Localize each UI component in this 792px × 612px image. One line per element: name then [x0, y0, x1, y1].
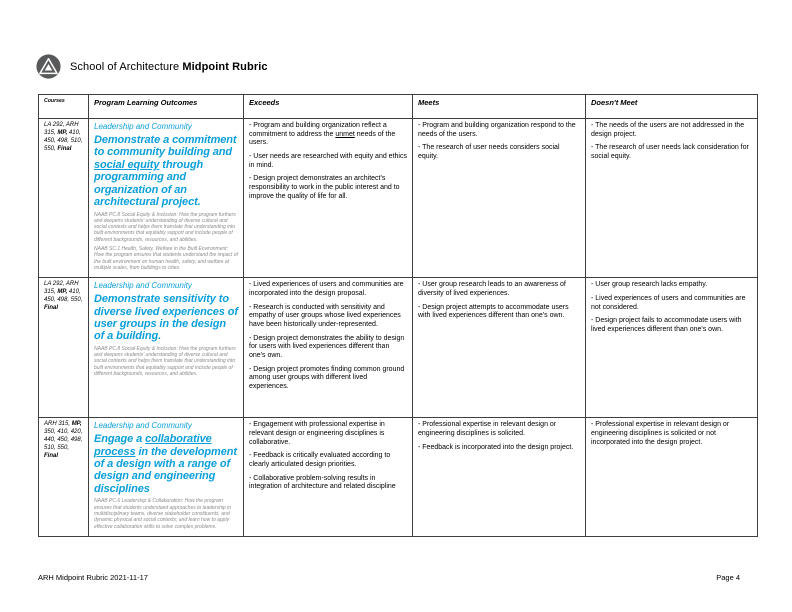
criterion-bullet [249, 153, 407, 170]
doesnt-meet-cell [586, 119, 758, 278]
rubric-row [39, 418, 758, 537]
rubric-table-body [39, 119, 758, 537]
outcome-cell [89, 278, 244, 418]
meets-cell [413, 119, 586, 278]
outcome-heading [94, 433, 238, 495]
outcome-cell [89, 119, 244, 278]
naab-notes [94, 498, 238, 529]
text-segment: - User group research lacks empathy. [591, 281, 708, 289]
naab-criterion-note: NAAB PC.6 Leadership & Collaboration: How the program ensures that students understand approaches to leadership in multidisciplinary teams, diverse stakeholder constituents, and dynamic physical and social contexts; and learn how to apply effective collaboration skills to solve complex problems. [94, 498, 232, 530]
table-header-row [39, 95, 758, 119]
text-segment: Final [44, 452, 59, 459]
text-segment: - Lived experiences of users and communities are not considered. [591, 294, 746, 311]
exceeds-cell [244, 418, 413, 537]
criterion-bullet [418, 421, 580, 438]
rubric-row [39, 119, 758, 278]
text-segment: - Professional expertise in relevant design or engineering disciplines is solicited. [418, 421, 557, 437]
text-segment: - Design project demonstrates the ability to design for users with lived experiences different than one's own. [249, 334, 405, 359]
school-logo-icon [36, 54, 61, 79]
criterion-bullet [249, 366, 407, 392]
text-segment: 410, 450, 498, 550, [44, 289, 83, 304]
text-segment: - User group research leads to an awareness of diversity of lived experiences. [418, 281, 566, 297]
criterion-bullet [591, 144, 752, 161]
criterion-bullet [249, 452, 407, 469]
document-title: Midpoint Rubric [182, 60, 268, 73]
courses-cell [39, 119, 89, 278]
text-segment: needs of the users. [249, 130, 396, 147]
text-segment: - Professional expertise in relevant design or engineering disciplines is solicited or not incorporated into the design project. [591, 421, 730, 446]
document-header [36, 54, 268, 79]
doesnt-meet-cell [586, 278, 758, 418]
text-segment: - Collaborative problem-solving results in integration of architecture and related discipline [249, 474, 396, 491]
text-segment: - Feedback is critically evaluated according to clearly articulated design priorities. [249, 452, 391, 468]
text-segment: Demonstrate sensitivity to diverse lived experiences of user groups in the design of a building. [94, 293, 238, 343]
footer-document-id: ARH Midpoint Rubric 2021-11-17 [38, 573, 148, 582]
outcome-cell [89, 418, 244, 537]
criterion-bullet [418, 144, 580, 161]
criterion-bullet [418, 444, 580, 453]
meets-cell [413, 418, 586, 537]
text-segment: - Research is conducted with sensitivity and empathy of user groups whose lived experiences have been historically under-represented. [249, 303, 401, 328]
text-segment: - Design project demonstrates an architect's responsibility to work in the public interest and to improve the quality of life for all. [249, 175, 400, 200]
text-segment: MP, [71, 421, 82, 428]
page-title [70, 61, 268, 73]
courses-cell [39, 418, 89, 537]
school-name: School of Architecture [70, 60, 180, 73]
text-segment: - The research of user needs lack consideration for social equity. [591, 144, 749, 161]
category-label: Leadership and Community [94, 122, 192, 131]
text-segment: in the development of a design with a range of design and engineering disciplines [94, 445, 237, 495]
text-segment: Final [44, 304, 59, 311]
meets-cell [413, 278, 586, 418]
naab-criterion-note: NAAB SC.1 Health, Safety, Welfare in the Built Environment: How the program ensures that students understand the impact of the built environment on human health, safety, and welfare at multiple scales, from buildings to cities. [94, 246, 238, 271]
category-label: Leadership and Community [94, 421, 192, 431]
courses-cell [39, 278, 89, 418]
criterion-bullet [249, 281, 407, 298]
doesnt-meet-cell [586, 418, 758, 537]
text-segment: MP, [57, 129, 68, 136]
text-segment: Final [57, 145, 72, 152]
exceeds-cell [244, 119, 413, 278]
text-segment: - The research of user needs considers social equity. [418, 144, 560, 161]
text-segment: ARH 315, [44, 421, 72, 428]
criterion-bullet [249, 475, 407, 492]
naab-criterion-note: NAAB PC.8 Social Equity & Inclusion: How the program furthers and deepens students' understanding of diverse cultural and social contexts and helps them translate that understanding into built environments that equitably support and include people of different backgrounds, resources, and abilities. [94, 211, 236, 243]
rubric-table [38, 94, 758, 537]
text-segment: - Engagement with professional expertise in relevant design or engineering disciplines is collaborative. [249, 421, 385, 446]
text-segment: - Design project fails to accommodate users with lived experiences different than one's own. [591, 317, 742, 333]
text-segment: Engage a [94, 433, 146, 446]
naab-notes [94, 346, 238, 377]
criterion-bullet [249, 421, 407, 447]
criterion-bullet [249, 335, 407, 361]
criterion-bullet [418, 122, 580, 139]
outcome-heading [94, 293, 238, 343]
column-header-doesnt-meet: Doesn't Meet [586, 95, 758, 119]
text-segment: LA 292, ARH 315, [44, 122, 79, 136]
text-segment: MP, [57, 289, 68, 296]
criterion-bullet [418, 304, 580, 321]
exceeds-cell [244, 278, 413, 418]
text-segment: - Lived experiences of users and communities are incorporated into the design proposal. [249, 281, 404, 297]
footer-page-number: Page 4 [716, 573, 740, 582]
criterion-bullet [249, 304, 407, 330]
text-segment: - User needs are researched with equity and ethics in mind. [249, 153, 407, 169]
text-segment: social equity [94, 158, 160, 171]
rubric-row [39, 278, 758, 418]
column-header-meets: Meets [413, 95, 586, 119]
text-segment: collaborative process [94, 433, 212, 458]
text-segment: 350, 410, 420, 440, 450, 498, 510, 550, [44, 429, 83, 451]
text-segment: unmet [335, 130, 355, 138]
text-segment: Demonstrate a commitment to community building and [94, 134, 237, 159]
text-segment: 410, 450, 498, 510, 550, [44, 129, 83, 152]
criterion-bullet [249, 122, 407, 148]
text-segment: - Design project promotes finding common ground among user groups with different lived experiences. [249, 365, 405, 390]
criterion-bullet [249, 175, 407, 201]
text-segment: - Feedback is incorporated into the design project. [418, 443, 574, 451]
text-segment: - Program and building organization reflect a commitment to address the [249, 122, 387, 138]
text-segment: - Design project attempts to accommodate users with lived experiences different than one's own. [418, 303, 569, 320]
criterion-bullet [591, 281, 752, 290]
text-segment: - The needs of the users are not addressed in the design project. [591, 122, 745, 138]
text-segment: LA 292, ARH 315, [44, 281, 79, 296]
naab-criterion-note: NAAB PC.8 Social Equity & Inclusion: How the program furthers and deepens students' understanding of diverse cultural and social contexts and helps them translate that understanding into built environments that equitably support and include people of different backgrounds, resources, and abilities. [94, 345, 236, 378]
outcome-heading [94, 134, 238, 209]
criterion-bullet [591, 295, 752, 312]
column-header-courses: Courses [39, 95, 89, 119]
criterion-bullet [591, 122, 752, 139]
text-segment: through programming and organization of an architectural project. [94, 158, 204, 209]
column-header-exceeds: Exceeds [244, 95, 413, 119]
criterion-bullet [591, 317, 752, 334]
column-header-outcomes: Program Learning Outcomes [89, 95, 244, 119]
criterion-bullet [591, 421, 752, 447]
category-label: Leadership and Community [94, 281, 192, 291]
criterion-bullet [418, 281, 580, 298]
naab-notes [94, 212, 238, 272]
text-segment: - Program and building organization respond to the needs of the users. [418, 122, 576, 138]
